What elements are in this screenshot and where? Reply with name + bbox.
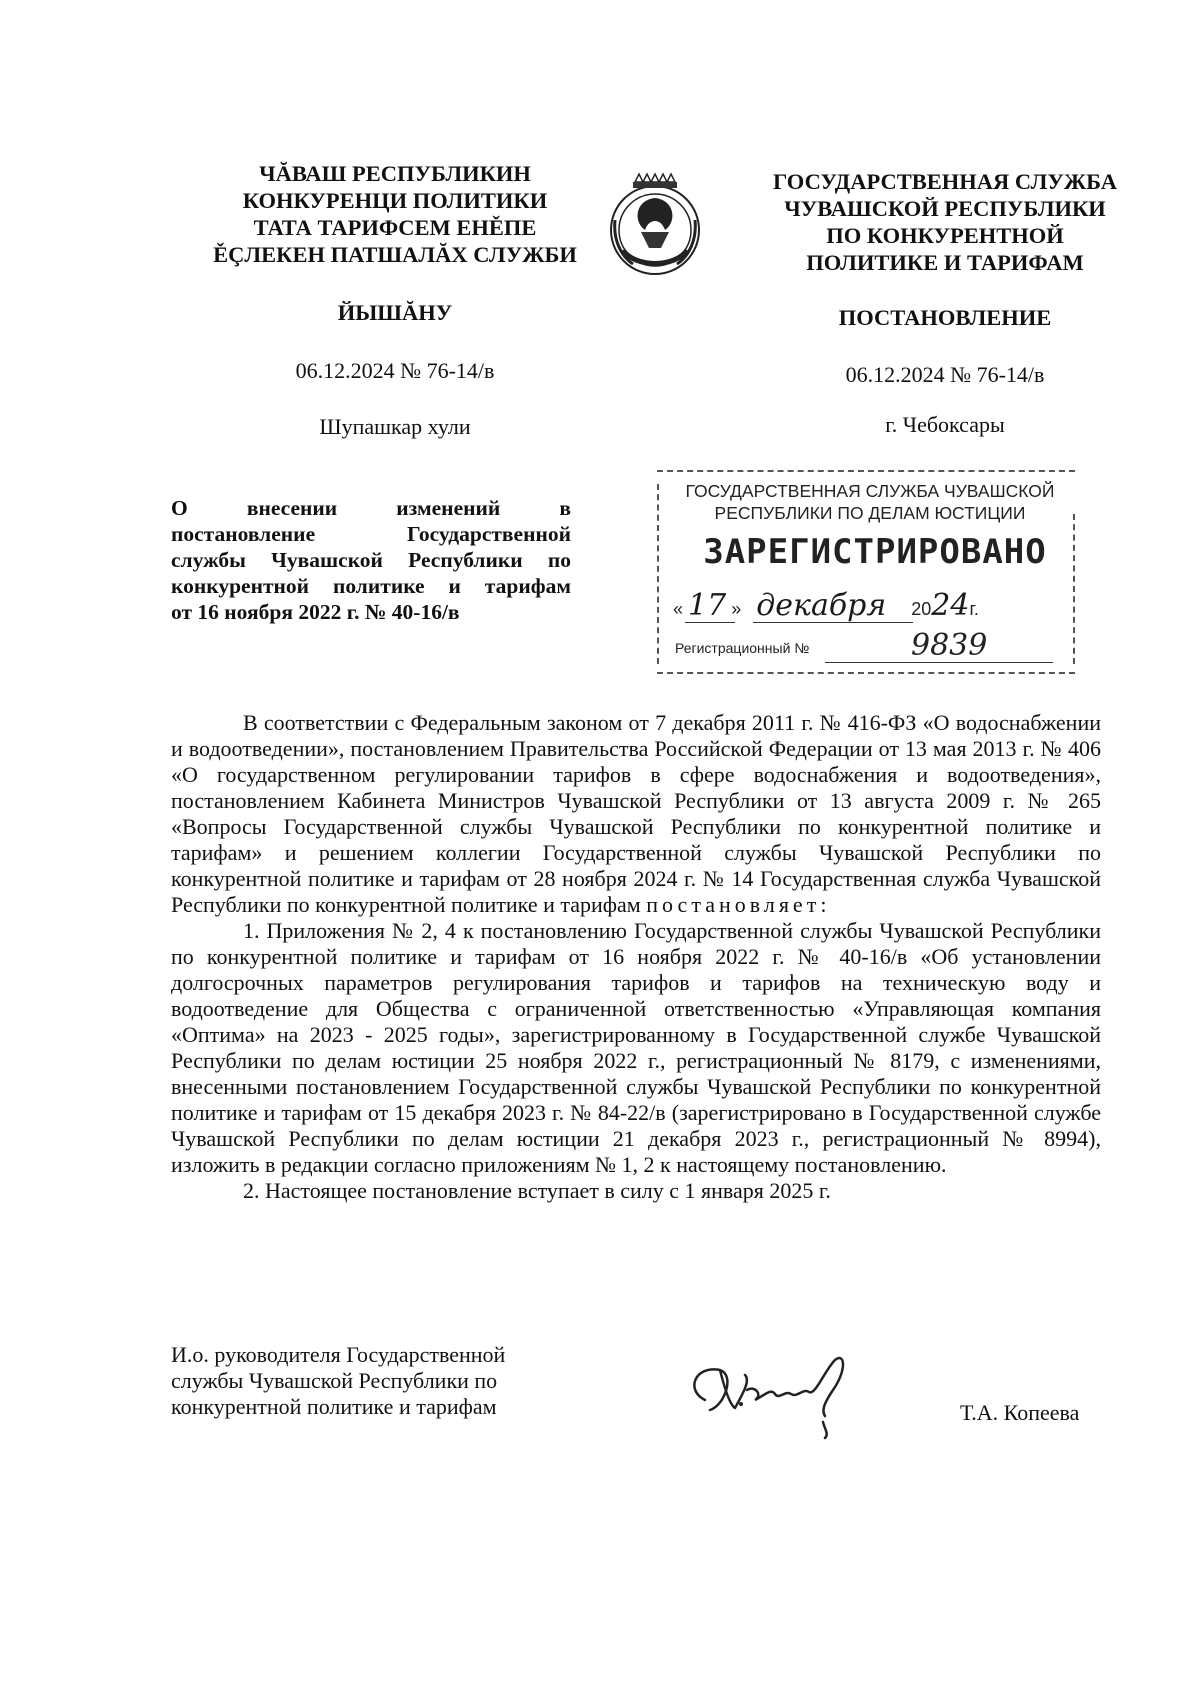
stamp-border — [657, 484, 659, 664]
stamp-underline — [825, 662, 1053, 663]
header-left-line: ТАТА ТАРИФСЕМ ЕНĚПЕ — [253, 215, 537, 240]
header-right-line: ЧУВАШСКОЙ РЕСПУБЛИКИ — [784, 196, 1106, 221]
city-right: г. Чебоксары — [885, 412, 1005, 437]
stamp-date — [673, 588, 1073, 623]
stamp-underline — [685, 622, 735, 623]
item-paragraph: 1. Приложения № 2, 4 к постановлению Государственной службы Чувашской Республики по конкурентной политике и тарифам от 16 ноября 2022 г. № 40-16/в «Об установлении долгосрочных параметров регулирования тарифов и тарифов на техническую воду и водоотведение для Общества с ограниченной ответственностью «Управляющая компания «Оптима» на 2023 - 2025 годы», зарегистрированному в Государственной службе Чувашской Республики по делам юстиции 25 ноября 2022 г., регистрационный № 8179, с изменениями, внесенными постановлением Государственной службы Чувашской Республики по конкурентной политике и тарифам от 15 декабря 2023 г. № 84-22/в (зарегистрировано в Государственной службе Чувашской Республики по делам юстиции 21 декабря 2023 г., регистрационный № 8994), изложить в редакции согласно приложениям № 1, 2 к настоящему постановлению. — [171, 918, 1101, 1177]
stamp-border — [657, 470, 1075, 472]
doc-type-left: ЙЫШĂНУ — [337, 300, 453, 325]
item-paragraph: 2. Настоящее постановление вступает в силу с 1 января 2025 г. — [243, 1178, 831, 1203]
stamp-year-prefix: 20 — [911, 599, 932, 619]
subject-line: постановление Государственной — [171, 522, 571, 546]
stamp-border — [1073, 514, 1075, 664]
preamble-text: В соответствии с Федеральным законом от 7 декабря 2011 г. № 416-ФЗ «О водоснабжении и водоотведении», постановлением Правительства Российской Федерации от 13 мая 2013 г. № 406 «О государственном регулировании тарифов в сфере водоснабжения и водоотведения», постановлением Кабинета Министров Чувашской Республики от 13 августа 2009 г. № 265 «Вопросы Государственной службы Чувашской Республики по конкурентной политике и тарифам» и решением коллегии Государственной службы Чувашской Республики по конкурентной политике и тарифам от 28 ноября 2024 г. № 14 Государственная служба Чувашской Республики по конкурентной политике и тарифам — [171, 710, 1101, 917]
coat-of-arms-emblem — [605, 160, 705, 285]
stamp-reg-label: Регистрационный № — [675, 640, 810, 656]
signatory-line: конкурентной политике и тарифам — [171, 1394, 497, 1419]
signer-name: Т.А. Копеева — [960, 1400, 1080, 1425]
subject-line: службы Чувашской Республики по — [171, 548, 571, 572]
stamp-month: декабря — [756, 588, 887, 623]
stamp-day: 17 — [688, 588, 727, 623]
signatory-line: службы Чувашской Республики по — [171, 1368, 498, 1393]
doc-type-right: ПОСТАНОВЛЕНИЕ — [838, 305, 1052, 330]
header-left-org — [190, 160, 600, 268]
subject-line: от 16 ноября 2022 г. № 40-16/в — [171, 600, 460, 624]
stamp-quote: « — [673, 599, 684, 619]
stamp-underline — [753, 622, 913, 623]
doc-number-left: 06.12.2024 № 76-14/в — [295, 358, 495, 383]
header-left-line: КОНКУРЕНЦИ ПОЛИТИКИ — [242, 188, 548, 213]
stamp-border — [657, 672, 1075, 674]
document-body — [171, 710, 1101, 1204]
subject-line: О внесении изменений в — [171, 496, 571, 520]
signatory-position — [171, 1342, 551, 1420]
document-subject — [171, 495, 571, 625]
header-right-line: ПО КОНКУРЕНТНОЙ — [826, 223, 1064, 248]
preamble-paragraph — [171, 710, 1101, 918]
stamp-quote: » — [731, 599, 742, 619]
header-right-line: ГОСУДАРСТВЕННАЯ СЛУЖБА — [773, 169, 1117, 194]
stamp-year-unit: г. — [969, 599, 979, 619]
city-left: Шупашкар хули — [319, 414, 471, 439]
header-left-line: ĚÇЛЕКЕН ПАТШАЛĂХ СЛУЖБИ — [213, 242, 577, 267]
stamp-year-suffix: 24 — [931, 588, 970, 623]
stamp-org-line: ГОСУДАРСТВЕННАЯ СЛУЖБА ЧУВАШСКОЙ — [685, 481, 1055, 501]
header-right-org — [740, 168, 1150, 276]
stamp-org — [665, 480, 1075, 524]
decree-word: постановляет: — [646, 892, 831, 917]
stamp-registered: ЗАРЕГИСТРИРОВАНО — [703, 532, 1047, 572]
doc-number-right: 06.12.2024 № 76-14/в — [845, 362, 1045, 387]
stamp-reg-number: 9839 — [911, 628, 988, 663]
header-left-line: ЧĂВАШ РЕСПУБЛИКИН — [259, 161, 531, 186]
signatory-line: И.о. руководителя Государственной — [171, 1342, 506, 1367]
subject-line: конкурентной политике и тарифам — [171, 574, 571, 598]
stamp-org-line: РЕСПУБЛИКИ ПО ДЕЛАМ ЮСТИЦИИ — [714, 503, 1026, 523]
handwritten-signature — [675, 1330, 875, 1450]
header-right-line: ПОЛИТИКЕ И ТАРИФАМ — [806, 250, 1084, 275]
registration-stamp — [655, 470, 1077, 678]
